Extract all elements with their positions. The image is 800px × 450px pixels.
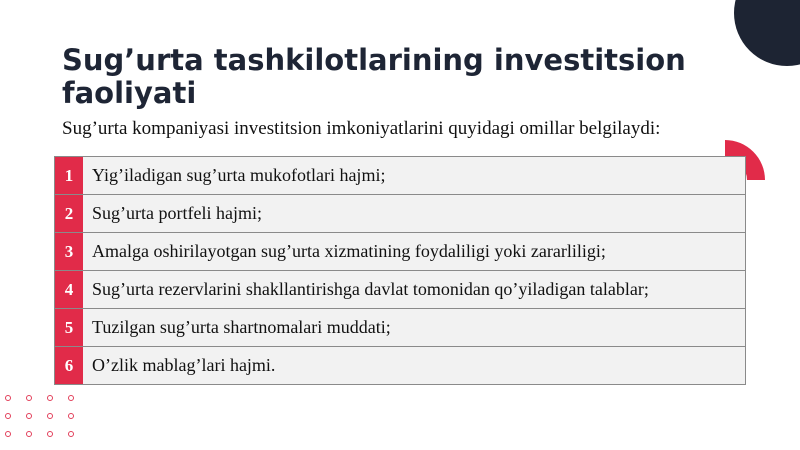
- slide-title: Sug’urta tashkilotlarining investitsion faoliyati: [62, 43, 686, 110]
- corner-circle-decoration: [734, 0, 800, 66]
- factor-row-3: [55, 232, 745, 270]
- factor-number-badge: 5: [55, 309, 83, 346]
- dot-icon: [47, 413, 53, 419]
- dot-icon: [47, 395, 53, 401]
- factor-text: Amalga oshirilayotgan sug’urta xizmatining foydaliligi yoki zararliligi;: [92, 241, 606, 261]
- factor-text: Tuzilgan sug’urta shartnomalari muddati;: [92, 317, 391, 337]
- factor-row-5: [55, 308, 745, 346]
- factors-table: [54, 156, 746, 385]
- factor-row-1: [55, 157, 745, 194]
- factor-number-badge: 6: [55, 347, 83, 384]
- dot-icon: [68, 395, 74, 401]
- dot-icon: [47, 431, 53, 437]
- slide-subtitle: Sug’urta kompaniyasi investitsion imkoniyatlarini quyidagi omillar belgilaydi:: [62, 118, 661, 139]
- dot-icon: [5, 431, 11, 437]
- factor-number-badge: 2: [55, 195, 83, 232]
- factor-row-6: [55, 346, 745, 384]
- factor-number-badge: 3: [55, 233, 83, 270]
- dot-icon: [26, 395, 32, 401]
- factor-text: Sug’urta portfeli hajmi;: [92, 203, 262, 223]
- factor-row-2: [55, 194, 745, 232]
- factor-text: Sug’urta rezervlarini shakllantirishga davlat tomonidan qo’yiladigan talablar;: [92, 279, 649, 299]
- factor-number-badge: 4: [55, 271, 83, 308]
- dot-icon: [26, 413, 32, 419]
- dot-icon: [5, 395, 11, 401]
- factor-text: Yig’iladigan sug’urta mukofotlari hajmi;: [92, 165, 386, 185]
- factor-row-4: [55, 270, 745, 308]
- dot-icon: [5, 413, 11, 419]
- dot-icon: [26, 431, 32, 437]
- dot-icon: [68, 413, 74, 419]
- factor-text: O’zlik mablag’lari hajmi.: [92, 355, 276, 375]
- dot-pattern-decoration: [2, 392, 82, 444]
- dot-icon: [68, 431, 74, 437]
- factor-number-badge: 1: [55, 157, 83, 194]
